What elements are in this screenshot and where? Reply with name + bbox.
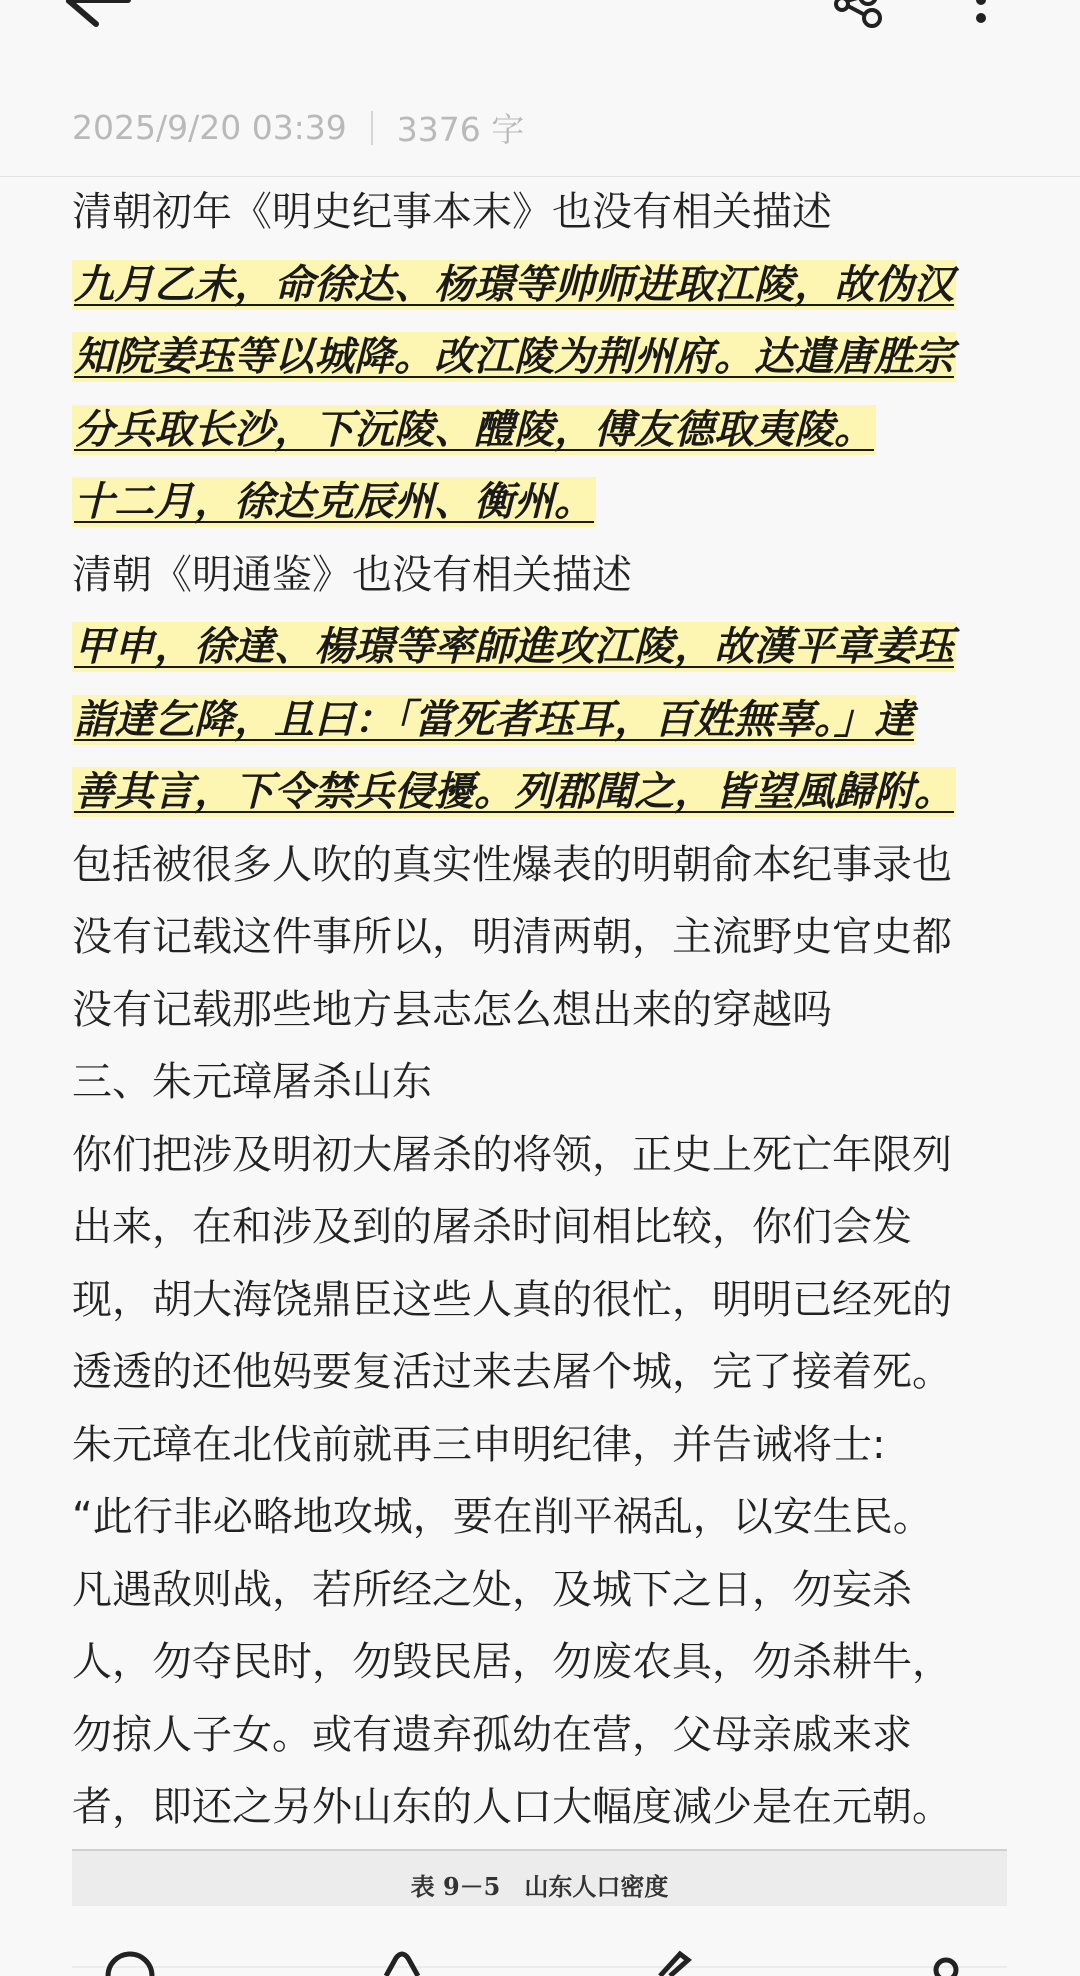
line-text: 出来，在和涉及到的屠杀时间相比较，你们会发 bbox=[72, 1204, 912, 1250]
more-vertical-icon[interactable] bbox=[966, 0, 996, 34]
line-text: 清朝初年《明史纪事本末》也没有相关描述 bbox=[72, 189, 832, 235]
line-text: 朱元璋在北伐前就再三申明纪律，并告诫将士: bbox=[72, 1421, 886, 1468]
paragraph-line bbox=[72, 1336, 1012, 1409]
profile-icon[interactable] bbox=[916, 1946, 976, 1976]
line-text: 包括被很多人吹的真实性爆表的明朝俞本纪事录也 bbox=[72, 841, 952, 888]
paragraph-line bbox=[72, 176, 1012, 249]
line-text: 没有记载这件事所以，明清两朝，主流野史官史都 bbox=[72, 914, 952, 960]
word-count: 3376 字 bbox=[396, 110, 525, 149]
highlighted-quote-line bbox=[72, 611, 1012, 684]
line-text: 人，勿夺民时，勿毁民居，勿废农具，勿杀耕牛， bbox=[72, 1639, 952, 1685]
like-icon[interactable] bbox=[372, 1946, 432, 1976]
line-text: 三、朱元璋屠杀山东 bbox=[72, 1059, 432, 1105]
image-caption: 表 9－5 山东人口密度 bbox=[410, 1872, 669, 1901]
paragraph-line bbox=[72, 1046, 1012, 1119]
line-text: 没有记载那些地方县志怎么想出来的穿越吗 bbox=[72, 986, 832, 1033]
line-text: 勿掠人子女。或有遗弃孤幼在营，父母亲戚来求 bbox=[72, 1711, 912, 1758]
paragraph-line bbox=[72, 1119, 1012, 1192]
paragraph-line bbox=[72, 974, 1012, 1047]
line-text: 者，即还之另外山东的人口大幅度减少是在元朝。 bbox=[72, 1784, 952, 1830]
highlighted-quote-line bbox=[72, 466, 1012, 539]
line-text: 詣達乞降，且曰：「當死者珏耳，百姓無辜。」達 bbox=[74, 696, 914, 743]
paragraph-line bbox=[72, 1771, 1012, 1844]
line-text: “此行非必略地攻城，要在削平祸乱，以安生民。 bbox=[72, 1494, 933, 1540]
back-arrow-icon[interactable] bbox=[66, 0, 136, 30]
top-app-bar bbox=[0, 0, 1080, 176]
highlighted-quote-line bbox=[72, 394, 1012, 467]
paragraph-line bbox=[72, 829, 1012, 902]
highlighted-quote-line bbox=[72, 249, 1012, 322]
highlighted-quote-line bbox=[72, 684, 1012, 757]
line-text: 善其言，下令禁兵侵擾。列郡聞之，皆望風歸附。 bbox=[74, 769, 954, 815]
line-text: 知院姜珏等以城降。改江陵为荆州府。达遣唐胜宗 bbox=[74, 334, 954, 380]
line-text: 凡遇敌则战，若所经之处，及城下之日，勿妄杀 bbox=[72, 1566, 912, 1613]
line-text: 清朝《明通鉴》也没有相关描述 bbox=[72, 551, 632, 598]
line-text: 十二月，徐达克辰州、衡州。 bbox=[74, 479, 594, 525]
line-text: 九月乙未，命徐达、杨璟等帅师进取江陵，故伪汉 bbox=[74, 261, 954, 308]
paragraph-line bbox=[72, 1481, 1012, 1554]
share-icon[interactable] bbox=[828, 0, 888, 30]
bottom-toolbar bbox=[0, 1906, 1080, 1966]
paragraph-line bbox=[72, 1626, 1012, 1699]
paragraph-line bbox=[72, 1409, 1012, 1482]
line-text: 透透的还他妈要复活过来去屠个城，完了接着死。 bbox=[72, 1349, 952, 1395]
paragraph-line bbox=[72, 1191, 1012, 1264]
line-text: 现，胡大海饶鼎臣这些人真的很忙，明明已经死的 bbox=[72, 1276, 952, 1323]
line-text: 甲申，徐達、楊璟等率師進攻江陵，故漢平章姜珏 bbox=[74, 624, 954, 670]
edit-icon[interactable] bbox=[640, 1946, 700, 1976]
line-text: 分兵取长沙，下沅陵、醴陵，傅友德取夷陵。 bbox=[74, 406, 874, 453]
highlighted-quote-line bbox=[72, 321, 1012, 394]
paragraph-line bbox=[72, 539, 1012, 612]
highlighted-quote-line bbox=[72, 756, 1012, 829]
paragraph-line bbox=[72, 1554, 1012, 1627]
paragraph-line bbox=[72, 1699, 1012, 1772]
paragraph-line bbox=[72, 901, 1012, 974]
line-text: 你们把涉及明初大屠杀的将领，正史上死亡年限列 bbox=[72, 1131, 952, 1178]
paragraph-line bbox=[72, 1264, 1012, 1337]
article-meta bbox=[72, 104, 524, 151]
comment-icon[interactable] bbox=[100, 1946, 160, 1976]
article-body bbox=[72, 176, 1012, 1844]
publish-timestamp: 2025/9/20 03:39 bbox=[72, 108, 347, 147]
meta-separator bbox=[371, 111, 373, 145]
